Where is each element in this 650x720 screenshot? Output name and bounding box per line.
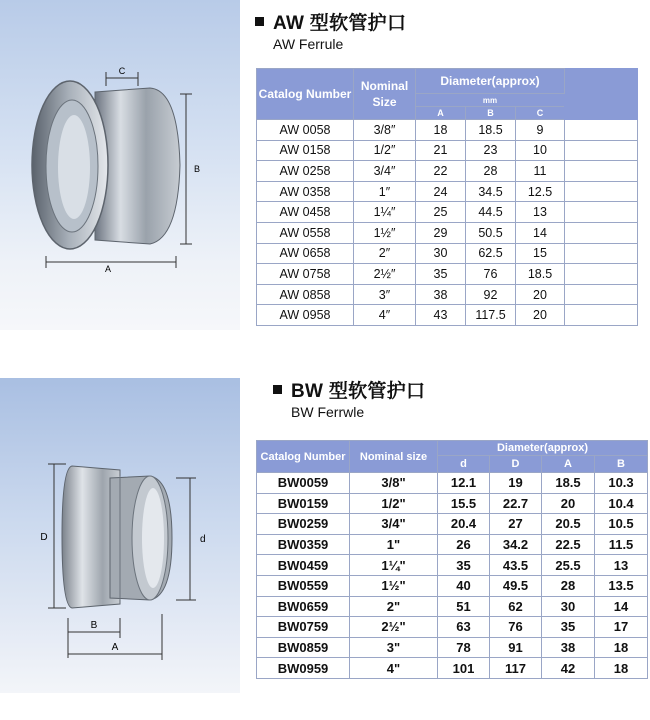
table-cell: 49.5 <box>490 575 542 596</box>
table-cell: 78 <box>438 637 490 658</box>
table-cell: 30 <box>416 243 466 264</box>
table-cell: 13.5 <box>595 575 648 596</box>
table-row <box>257 596 648 617</box>
table-cell: 51 <box>438 596 490 617</box>
dim-label-d-small: d <box>200 534 206 545</box>
table-cell: 18.5 <box>516 264 565 285</box>
table-cell: 3/4" <box>350 514 438 535</box>
table-row <box>257 305 638 326</box>
table-cell: 34.5 <box>466 181 516 202</box>
table-cell: 12.5 <box>516 181 565 202</box>
table-cell: 62 <box>490 596 542 617</box>
bw-title: BW 型软管护口 <box>291 381 426 402</box>
table-cell: 20 <box>542 493 595 514</box>
table-cell: BW0759 <box>257 617 350 638</box>
header-catalog-number: Catalog Number <box>257 441 350 473</box>
table-cell: BW0859 <box>257 637 350 658</box>
aw-spec-table <box>256 68 638 326</box>
table-row <box>257 140 638 161</box>
header-unit: mm <box>416 94 565 107</box>
table-cell: 19 <box>490 473 542 494</box>
table-cell: 18.5 <box>466 120 516 141</box>
table-cell: 10.5 <box>595 514 648 535</box>
table-cell: 20 <box>516 305 565 326</box>
table-cell: 1¼″ <box>354 202 416 223</box>
header-spacer <box>565 69 638 120</box>
bullet-square-icon <box>273 385 282 394</box>
table-row <box>257 222 638 243</box>
aw-subtitle: AW Ferrule <box>273 36 344 52</box>
table-row <box>257 534 648 555</box>
header-diameter: Diameter(approx) <box>416 69 565 94</box>
table-cell: 9 <box>516 120 565 141</box>
table-cell: BW0659 <box>257 596 350 617</box>
table-cell: 76 <box>466 264 516 285</box>
table-cell: 62.5 <box>466 243 516 264</box>
bw-heading <box>273 376 425 420</box>
table-cell: 18 <box>595 658 648 679</box>
table-cell: 22.7 <box>490 493 542 514</box>
header-a: A <box>542 456 595 473</box>
table-cell: 22 <box>416 161 466 182</box>
table-cell: 13 <box>595 555 648 576</box>
table-cell: 35 <box>438 555 490 576</box>
table-row <box>257 120 638 141</box>
table-cell: AW 0058 <box>257 120 354 141</box>
table-cell: 30 <box>542 596 595 617</box>
table-cell: AW 0958 <box>257 305 354 326</box>
table-cell: 63 <box>438 617 490 638</box>
table-row <box>257 493 648 514</box>
table-cell: 2½″ <box>354 264 416 285</box>
table-cell: 43.5 <box>490 555 542 576</box>
bw-spec-table <box>256 440 648 679</box>
table-cell: BW0259 <box>257 514 350 535</box>
dim-label-a: A <box>111 642 119 653</box>
table-cell: 4″ <box>354 305 416 326</box>
bw-ferrule-drawing <box>0 378 240 693</box>
table-cell: 27 <box>490 514 542 535</box>
dim-label-a: A <box>104 264 112 274</box>
table-cell: 43 <box>416 305 466 326</box>
table-cell: 3″ <box>354 284 416 305</box>
table-cell: 10.4 <box>595 493 648 514</box>
table-cell: 3/4″ <box>354 161 416 182</box>
table-row <box>257 202 638 223</box>
aw-ferrule-drawing <box>0 0 240 330</box>
table-row <box>257 264 638 285</box>
table-cell: AW 0658 <box>257 243 354 264</box>
table-cell: 117.5 <box>466 305 516 326</box>
table-cell-empty <box>565 264 638 285</box>
table-cell: 38 <box>542 637 595 658</box>
table-cell: 24 <box>416 181 466 202</box>
header-nominal-size: Nominal size <box>350 441 438 473</box>
table-cell: 15.5 <box>438 493 490 514</box>
header-diameter: Diameter(approx) <box>438 441 648 456</box>
header-a: A <box>416 107 466 120</box>
table-cell: 92 <box>466 284 516 305</box>
header-d-big: D <box>490 456 542 473</box>
table-cell: 1/2" <box>350 493 438 514</box>
table-cell: 18 <box>416 120 466 141</box>
table-cell: 18 <box>595 637 648 658</box>
table-row <box>257 181 638 202</box>
table-cell-empty <box>565 305 638 326</box>
header-nominal-size: Nominal Size <box>354 69 416 120</box>
table-row <box>257 473 648 494</box>
table-cell: 25.5 <box>542 555 595 576</box>
header-c: C <box>516 107 565 120</box>
table-cell-empty <box>565 120 638 141</box>
table-cell: 28 <box>466 161 516 182</box>
table-cell: 22.5 <box>542 534 595 555</box>
dim-label-b: B <box>90 620 98 631</box>
table-cell: 34.2 <box>490 534 542 555</box>
table-cell: BW0359 <box>257 534 350 555</box>
table-cell: 2½" <box>350 617 438 638</box>
dim-label-b: B <box>194 164 201 174</box>
header-b: B <box>466 107 516 120</box>
table-cell: 20.5 <box>542 514 595 535</box>
table-cell: 17 <box>595 617 648 638</box>
table-cell: 76 <box>490 617 542 638</box>
table-cell: 1½" <box>350 575 438 596</box>
header-catalog-number: Catalog Number <box>257 69 354 120</box>
table-cell: 1″ <box>354 181 416 202</box>
table-cell: 1½″ <box>354 222 416 243</box>
table-cell: 21 <box>416 140 466 161</box>
table-cell: 14 <box>595 596 648 617</box>
table-cell: 2" <box>350 596 438 617</box>
header-d-small: d <box>438 456 490 473</box>
bullet-square-icon <box>255 17 264 26</box>
table-cell: 1/2″ <box>354 140 416 161</box>
table-cell: 40 <box>438 575 490 596</box>
table-cell: 35 <box>416 264 466 285</box>
table-cell: 50.5 <box>466 222 516 243</box>
bw-subtitle: BW Ferrwle <box>291 404 365 420</box>
table-cell: 35 <box>542 617 595 638</box>
table-row <box>257 555 648 576</box>
table-cell: AW 0358 <box>257 181 354 202</box>
table-cell: BW0559 <box>257 575 350 596</box>
table-row <box>257 575 648 596</box>
table-cell: AW 0858 <box>257 284 354 305</box>
table-cell: 18.5 <box>542 473 595 494</box>
table-row <box>257 161 638 182</box>
table-cell-empty <box>565 284 638 305</box>
table-cell: 91 <box>490 637 542 658</box>
table-row <box>257 658 648 679</box>
table-cell: BW0059 <box>257 473 350 494</box>
table-cell: 28 <box>542 575 595 596</box>
table-cell: AW 0758 <box>257 264 354 285</box>
dim-label-d-big: D <box>40 532 48 543</box>
table-cell: 10.3 <box>595 473 648 494</box>
table-cell-empty <box>565 222 638 243</box>
table-cell: 3" <box>350 637 438 658</box>
table-cell: 11 <box>516 161 565 182</box>
dim-label-c: C <box>118 66 126 76</box>
table-cell: 101 <box>438 658 490 679</box>
table-row <box>257 617 648 638</box>
table-cell: 1¼" <box>350 555 438 576</box>
table-cell: BW0159 <box>257 493 350 514</box>
table-row <box>257 514 648 535</box>
table-cell: 3/8″ <box>354 120 416 141</box>
aw-heading <box>255 8 406 52</box>
table-cell: 13 <box>516 202 565 223</box>
table-cell: 2″ <box>354 243 416 264</box>
table-cell: 12.1 <box>438 473 490 494</box>
table-cell-empty <box>565 202 638 223</box>
table-cell: 11.5 <box>595 534 648 555</box>
table-cell: 44.5 <box>466 202 516 223</box>
table-cell: 117 <box>490 658 542 679</box>
table-cell: AW 0158 <box>257 140 354 161</box>
table-cell: AW 0258 <box>257 161 354 182</box>
table-cell: 3/8" <box>350 473 438 494</box>
table-row <box>257 243 638 264</box>
table-cell: BW0459 <box>257 555 350 576</box>
table-cell: BW0959 <box>257 658 350 679</box>
table-cell: 23 <box>466 140 516 161</box>
table-row <box>257 637 648 658</box>
table-cell: 25 <box>416 202 466 223</box>
table-cell-empty <box>565 161 638 182</box>
table-cell-empty <box>565 243 638 264</box>
table-cell: 10 <box>516 140 565 161</box>
table-cell: 20.4 <box>438 514 490 535</box>
aw-ferrule-photo <box>0 0 240 330</box>
table-cell: 15 <box>516 243 565 264</box>
table-cell: 26 <box>438 534 490 555</box>
table-cell: 1" <box>350 534 438 555</box>
table-cell: 20 <box>516 284 565 305</box>
table-cell: AW 0558 <box>257 222 354 243</box>
table-cell-empty <box>565 140 638 161</box>
table-cell: 14 <box>516 222 565 243</box>
table-cell: 38 <box>416 284 466 305</box>
header-b: B <box>595 456 648 473</box>
table-cell-empty <box>565 181 638 202</box>
table-cell: 4" <box>350 658 438 679</box>
table-cell: AW 0458 <box>257 202 354 223</box>
table-cell: 42 <box>542 658 595 679</box>
aw-title: AW 型软管护口 <box>273 13 407 34</box>
table-cell: 29 <box>416 222 466 243</box>
table-row <box>257 284 638 305</box>
bw-ferrule-photo <box>0 378 240 693</box>
